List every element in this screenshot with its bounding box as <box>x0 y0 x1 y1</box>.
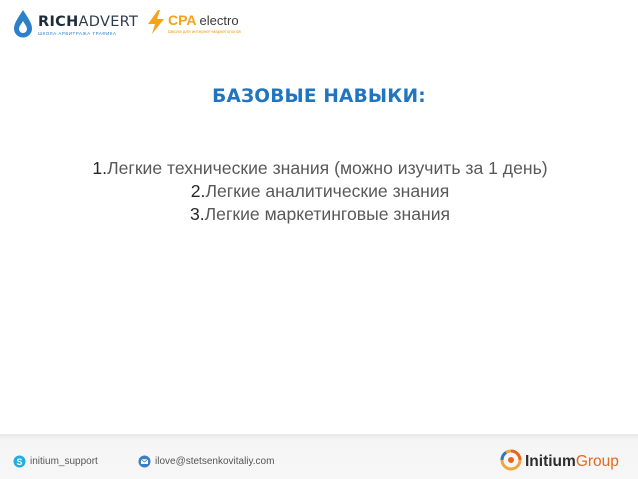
list-item: 2.Легкие аналитические знания <box>190 181 450 201</box>
list-item: 1.Легкие технические знания (можно изучить за 1 день) <box>92 158 548 178</box>
cpa-electro-logo <box>146 9 246 39</box>
list-item: 3.Легкие маркетинговые знания <box>189 204 451 224</box>
skills-list <box>45 157 595 226</box>
initium-ring-icon <box>499 448 523 472</box>
skype-icon <box>13 455 26 468</box>
lightning-bolt-icon <box>146 9 166 35</box>
email-address: ilove@stetsenkovitaliy.com <box>155 456 275 467</box>
cpa-electro-tagline: Школа для интернет-маркетологов <box>168 29 241 34</box>
richadvert-name: RICHADVERT <box>38 14 139 30</box>
initium-group-name: InitiumGroup <box>525 453 619 470</box>
initium-group-logo <box>499 448 629 474</box>
slide-heading: БАЗОВЫЕ НАВЫКИ: <box>212 86 426 107</box>
svg-text:S: S <box>16 457 23 467</box>
skype-contact[interactable] <box>13 455 123 469</box>
footer <box>0 434 638 479</box>
water-drop-icon <box>12 9 34 39</box>
skype-handle: initium_support <box>30 456 98 467</box>
email-icon <box>138 455 151 468</box>
richadvert-logo <box>12 9 139 41</box>
email-contact[interactable] <box>138 455 288 469</box>
cpa-electro-name: CPA electro <box>168 12 239 28</box>
richadvert-tagline: ШКОЛА АРБИТРАЖА ТРАФИКА <box>38 31 117 36</box>
